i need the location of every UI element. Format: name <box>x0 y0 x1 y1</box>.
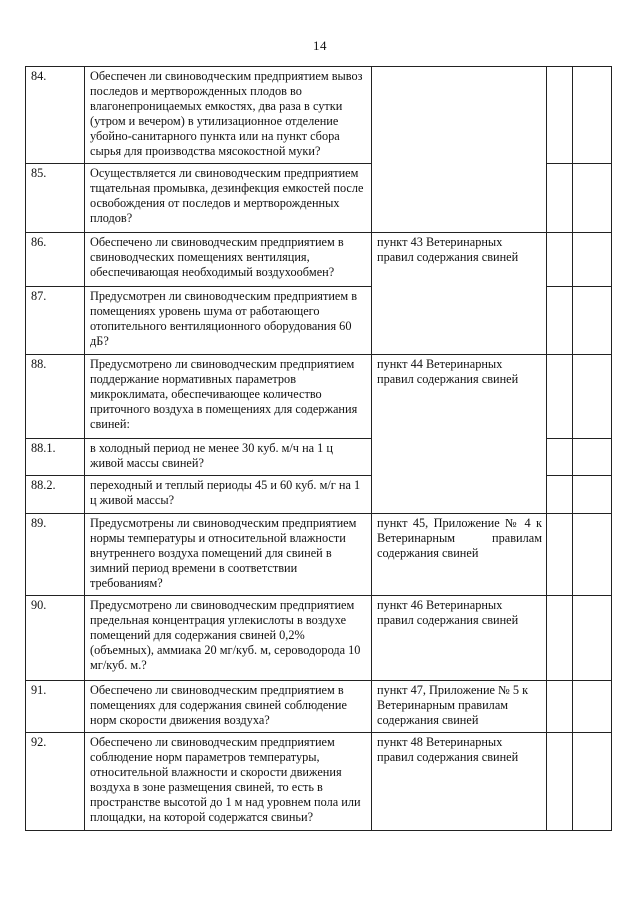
row-number: 88.2. <box>26 476 85 514</box>
checklist-table <box>25 66 612 831</box>
answer-cell <box>573 233 612 287</box>
row-number: 84. <box>26 67 85 164</box>
table-row <box>26 681 612 733</box>
table-row <box>26 514 612 596</box>
answer-cell <box>573 733 612 831</box>
reference-text: пункт 45, Приложение № 4 к Ветеринарным правилам содержания свиней <box>377 516 542 560</box>
question-cell <box>85 233 372 287</box>
row-number: 92. <box>26 733 85 831</box>
question-cell <box>85 681 372 733</box>
reference-text: пункт 43 Ветеринарных правил содержания свиней <box>377 235 519 264</box>
row-number: 89. <box>26 514 85 596</box>
reference-text: пункт 46 Ветеринарных правил содержания свиней <box>377 598 519 627</box>
answer-cell <box>573 287 612 355</box>
question-text: Предусмотрены ли свиноводческим предприятием нормы температуры и относительной влажности внутреннего воздуха помещений для свиней в зимний период времени в соответствии требованиям? <box>90 516 357 590</box>
question-cell <box>85 355 372 439</box>
reference-cell <box>372 355 547 514</box>
reference-text: пункт 47, Приложение № 5 к Ветеринарным правилам содержания свиней <box>377 683 529 727</box>
question-cell <box>85 287 372 355</box>
question-text: Предусмотрен ли свиноводческим предприятием в помещениях уровень шума от работающего отопительного вентиляционного оборудования 60 дБ? <box>90 289 358 348</box>
table-row <box>26 233 612 287</box>
reference-text: пункт 48 Ветеринарных правил содержания свиней <box>377 735 519 764</box>
question-text: Обеспечено ли свиноводческим предприятием в помещениях для содержания свиней соблюдение норм скорости движения воздуха? <box>90 683 347 727</box>
answer-cell <box>573 439 612 476</box>
question-cell <box>85 733 372 831</box>
row-number: 85. <box>26 164 85 233</box>
answer-cell <box>547 733 573 831</box>
table-row <box>26 67 612 164</box>
answer-cell <box>547 596 573 681</box>
question-cell <box>85 514 372 596</box>
answer-cell <box>573 596 612 681</box>
question-text: Обеспечено ли свиноводческим предприятием соблюдение норм параметров температуры, относительной влажности и скорости движения воздуха в зоне размещения свиней, то есть в пространстве высотой до 1 м над уровнем пола или площадки, на которой содержатся свиньи? <box>90 735 361 824</box>
table-row <box>26 355 612 439</box>
reference-cell <box>372 733 547 831</box>
answer-cell <box>547 476 573 514</box>
question-cell <box>85 596 372 681</box>
answer-cell <box>573 164 612 233</box>
reference-cell <box>372 233 547 355</box>
question-text: в холодный период не менее 30 куб. м/ч на 1 ц живой массы свиней? <box>90 441 333 470</box>
question-cell <box>85 67 372 164</box>
table-row <box>26 733 612 831</box>
question-text: Предусмотрено ли свиноводческим предприятием поддержание нормативных параметров микроклимата, обеспечивающее количество приточного воздуха в помещениях для содержания свиней: <box>90 357 358 431</box>
question-cell <box>85 164 372 233</box>
answer-cell <box>547 439 573 476</box>
reference-cell <box>372 514 547 596</box>
question-cell <box>85 439 372 476</box>
answer-cell <box>547 355 573 439</box>
answer-cell <box>573 514 612 596</box>
answer-cell <box>547 164 573 233</box>
answer-cell <box>573 67 612 164</box>
question-cell <box>85 476 372 514</box>
reference-text: пункт 44 Ветеринарных правил содержания свиней <box>377 357 519 386</box>
row-number: 88. <box>26 355 85 439</box>
row-number: 87. <box>26 287 85 355</box>
row-number: 88.1. <box>26 439 85 476</box>
answer-cell <box>547 514 573 596</box>
reference-cell <box>372 681 547 733</box>
question-text: переходный и теплый периоды 45 и 60 куб. м/г на 1 ц живой массы? <box>90 478 361 507</box>
row-number: 91. <box>26 681 85 733</box>
reference-cell <box>372 67 547 233</box>
answer-cell <box>573 681 612 733</box>
question-text: Предусмотрено ли свиноводческим предприятием предельная концентрация углекислоты в воздухе помещений для содержания свиней 0,2% (объемных), аммиака 20 мг/куб. м, сероводорода 10 мг/куб. м.? <box>90 598 361 672</box>
question-text: Осуществляется ли свиноводческим предприятием тщательная промывка, дезинфекция емкостей после освобождения от последов и мертворожденных плодов? <box>90 166 364 225</box>
answer-cell <box>547 681 573 733</box>
page-number: 14 <box>313 38 327 53</box>
question-text: Обеспечен ли свиноводческим предприятием вывоз последов и мертворожденных плодов во влагонепроницаемых емкостях, два раза в сутки (утром и вечером) в утилизационное отделение убойно-санитарного пункта или на пункт сбора сырья для производства мясокостной муки? <box>90 69 363 158</box>
answer-cell <box>547 233 573 287</box>
row-number: 86. <box>26 233 85 287</box>
answer-cell <box>547 67 573 164</box>
answer-cell <box>573 476 612 514</box>
reference-cell <box>372 596 547 681</box>
table-row <box>26 596 612 681</box>
answer-cell <box>573 355 612 439</box>
answer-cell <box>547 287 573 355</box>
row-number: 90. <box>26 596 85 681</box>
question-text: Обеспечено ли свиноводческим предприятием в свиноводческих помещениях вентиляция, обеспечивающая необходимый воздухообмен? <box>90 235 344 279</box>
